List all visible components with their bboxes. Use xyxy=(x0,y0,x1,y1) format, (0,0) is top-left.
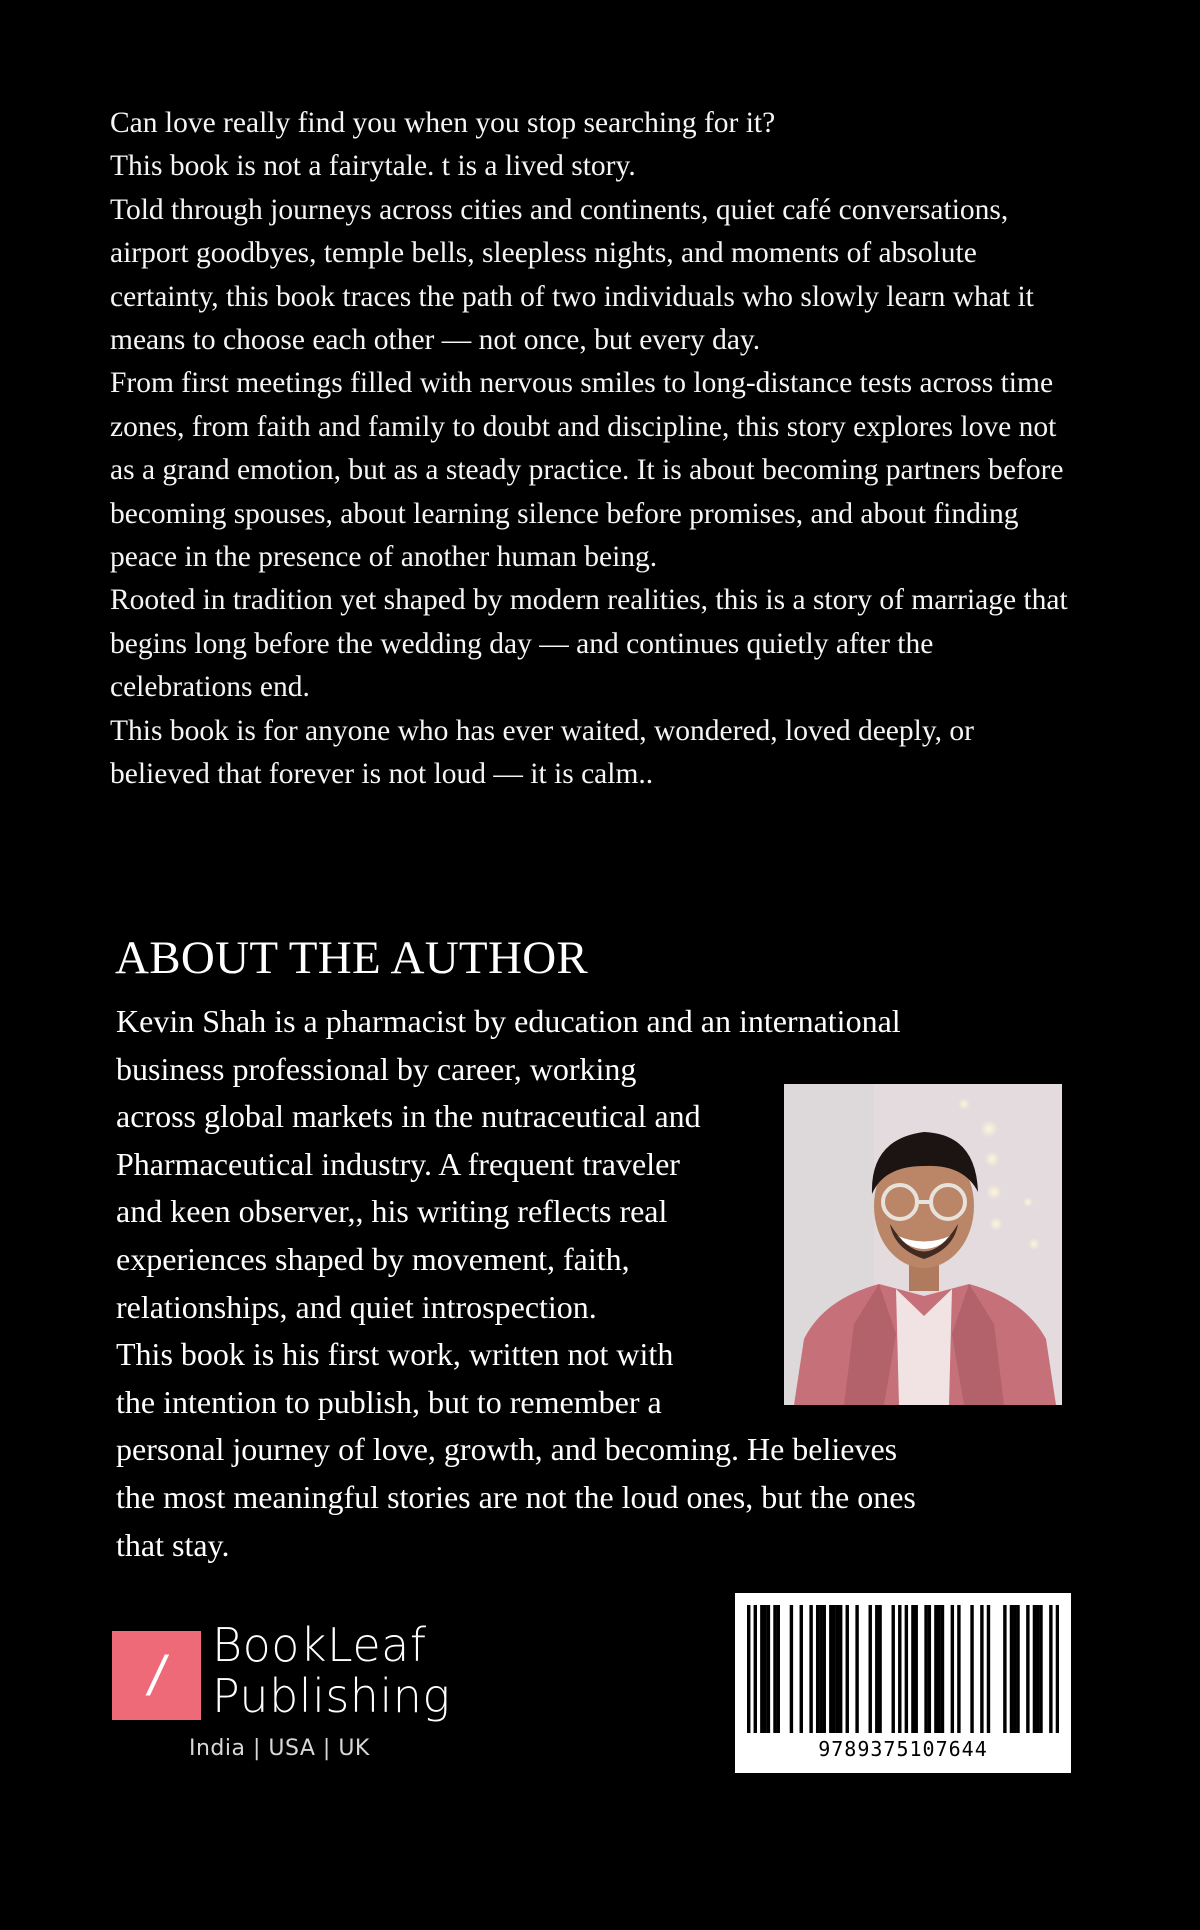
author-bio-line: Pharmaceutical industry. A frequent traveler xyxy=(116,1145,680,1182)
barcode-bar xyxy=(767,1605,770,1733)
author-bio-line: that stay. xyxy=(116,1526,230,1563)
publisher-name-line: BookLeaf xyxy=(212,1618,427,1672)
isbn-number: 9789375107644 xyxy=(818,1737,988,1761)
barcode-bar xyxy=(911,1605,914,1733)
barcode-bar xyxy=(1056,1605,1059,1733)
barcode-bar xyxy=(816,1605,819,1733)
author-photo xyxy=(784,1084,1062,1405)
barcode-bar xyxy=(980,1605,983,1733)
barcode-bar xyxy=(951,1605,954,1733)
barcode-bar xyxy=(823,1605,826,1733)
author-bio-line: business professional by career, working xyxy=(116,1050,637,1087)
publisher-logo xyxy=(112,1618,452,1768)
barcode-bar xyxy=(839,1605,842,1733)
barcode-bar xyxy=(928,1605,931,1733)
barcode-bar xyxy=(905,1605,908,1733)
barcode-bar xyxy=(1010,1605,1013,1733)
back-cover-blurb xyxy=(110,102,1070,797)
barcode-bar xyxy=(892,1605,895,1733)
barcode-bar xyxy=(855,1605,858,1733)
barcode-bar xyxy=(819,1605,822,1733)
barcode-bar xyxy=(790,1605,793,1733)
barcode-bar xyxy=(878,1605,881,1733)
barcode-bar xyxy=(846,1605,849,1733)
barcode-bar xyxy=(934,1605,937,1733)
blurb-paragraph: This book is for anyone who has ever waited, wondered, loved deeply, or believed that forever is not loud — it is calm.. xyxy=(110,714,974,791)
author-bio-line: the most meaningful stories are not the loud ones, but the ones xyxy=(116,1478,916,1515)
isbn-barcode xyxy=(735,1593,1071,1773)
barcode-bar xyxy=(1033,1605,1036,1733)
author-bio-line: relationships, and quiet introspection. xyxy=(116,1288,597,1325)
barcode-bar xyxy=(773,1605,776,1733)
barcode-bar xyxy=(1016,1605,1019,1733)
publisher-regions: India | USA | UK xyxy=(189,1736,370,1761)
barcode-bar xyxy=(987,1605,990,1733)
barcode-bar xyxy=(937,1605,940,1733)
barcode-bar xyxy=(809,1605,812,1733)
barcode-bar xyxy=(957,1605,960,1733)
barcode-bar xyxy=(829,1605,832,1733)
barcode-bar xyxy=(1003,1605,1006,1733)
publisher-name xyxy=(212,1620,451,1722)
author-bio-line: the intention to publish, but to remember a xyxy=(116,1383,662,1420)
barcode-bar xyxy=(832,1605,835,1733)
barcode-bar xyxy=(754,1605,757,1733)
barcode-bar xyxy=(836,1605,839,1733)
blurb-paragraph: Rooted in tradition yet shaped by modern realities, this is a story of marriage that begins long before the wedding day — and continues quietly after the celebrations end. xyxy=(110,584,1068,704)
blurb-paragraph: From first meetings filled with nervous smiles to long-distance tests across time zones, from faith and family to doubt and discipline, this story explores love not as a grand emotion, but as a steady practice. It is about becoming partners before becoming spouses, about learning silence before promises, and about finding peace in the presence of another human being. xyxy=(110,367,1064,574)
barcode-bar xyxy=(869,1605,872,1733)
author-bio-line: personal journey of love, growth, and becoming. He believes xyxy=(116,1431,898,1468)
barcode-bar xyxy=(1036,1605,1039,1733)
author-bio-line: experiences shaped by movement, faith, xyxy=(116,1240,630,1277)
author-bio-line: and keen observer,, his writing reflects real xyxy=(116,1193,668,1230)
barcode-bar xyxy=(1013,1605,1016,1733)
author-bio-line: across global markets in the nutraceutical and xyxy=(116,1098,701,1135)
author-portrait-icon xyxy=(784,1084,1062,1405)
barcode-bar xyxy=(941,1605,944,1733)
publisher-mark-glyph: / xyxy=(148,1644,165,1707)
barcode-bar xyxy=(747,1605,750,1733)
about-author-heading: ABOUT THE AUTHOR xyxy=(115,932,589,984)
publisher-mark-icon xyxy=(112,1631,201,1720)
barcode-bar xyxy=(875,1605,878,1733)
blurb-paragraph: This book is not a fairytale. t is a lived story. xyxy=(110,150,636,183)
barcode-bar xyxy=(970,1605,973,1733)
blurb-paragraph: Told through journeys across cities and continents, quiet café conversations, airport goodbyes, temple bells, sleepless nights, and moments of absolute certainty, this book traces the path of two individuals who slowly learn what it means to choose each other — not once, but every day. xyxy=(110,193,1034,357)
barcode-icon xyxy=(747,1605,1059,1733)
barcode-bar xyxy=(914,1605,917,1733)
barcode-bar xyxy=(1049,1605,1052,1733)
barcode-bar xyxy=(800,1605,803,1733)
barcode-bar xyxy=(898,1605,901,1733)
barcode-bar xyxy=(763,1605,766,1733)
barcode-bar xyxy=(1026,1605,1029,1733)
barcode-bar xyxy=(777,1605,780,1733)
author-bio-line: Kevin Shah is a pharmacist by education and an international xyxy=(116,1003,901,1039)
barcode-bar xyxy=(924,1605,927,1733)
publisher-name-line: Publishing xyxy=(212,1669,451,1723)
author-bio-line: This book is his first work, written not with xyxy=(116,1336,674,1373)
blurb-paragraph: Can love really find you when you stop searching for it? xyxy=(110,107,776,139)
barcode-bar xyxy=(1039,1605,1042,1733)
barcode-bar xyxy=(760,1605,763,1733)
